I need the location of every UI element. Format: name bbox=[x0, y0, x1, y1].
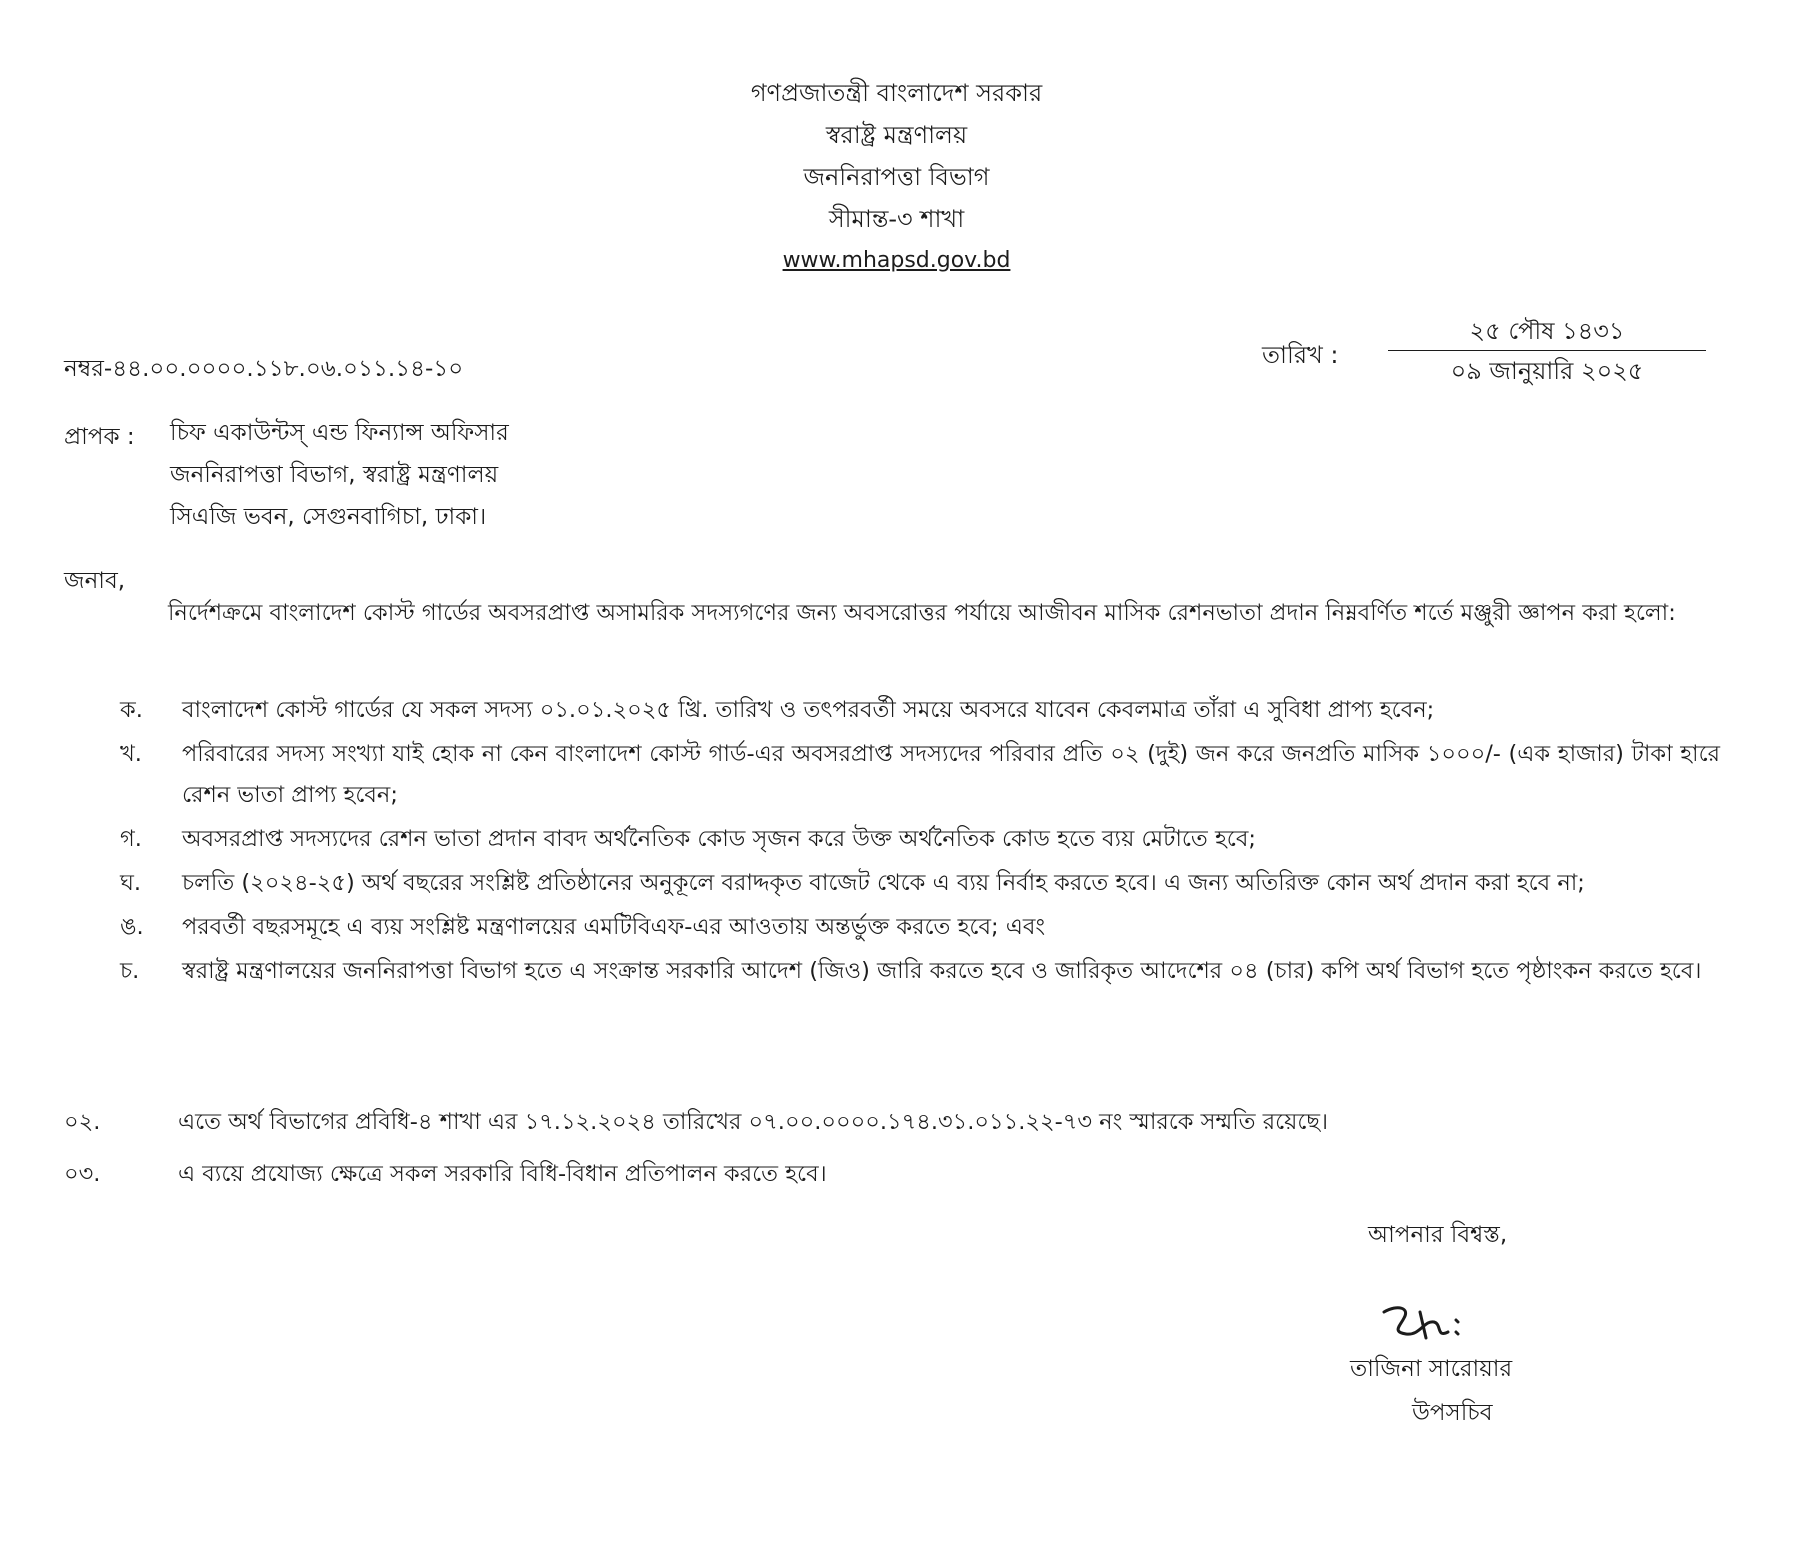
recipient-label: প্রাপক : bbox=[64, 424, 135, 450]
item-marker: গ. bbox=[120, 826, 142, 852]
recipient-line: চিফ একাউন্টস্ এন্ড ফিন্যান্স অফিসার bbox=[170, 420, 509, 446]
list-item bbox=[120, 819, 1720, 860]
date-label: তারিখ : bbox=[1262, 341, 1339, 369]
intro-paragraph: নির্দেশক্রমে বাংলাদেশ কোস্ট গার্ডের অবসরপ্রাপ্ত অসামরিক সদস্যগণের জন্য অবসরোত্তর পর্যায়ে আজীবন মাসিক রেশনভাতা প্রদান নিম্নবর্ণিত শর্তে মঞ্জুরী জ্ঞাপন করা হলো: bbox=[168, 600, 1676, 626]
date-bangla: ২৫ পৌষ ১৪৩১ bbox=[1388, 312, 1706, 351]
recipient-address bbox=[170, 412, 509, 538]
item-text: চলতি (২০২৪-২৫) অর্থ বছরের সংশ্লিষ্ট প্রতিষ্ঠানের অনুকূলে বরাদ্দকৃত বাজেট থেকে এ ব্যয় নির্বাহ করতে হবে। এ জন্য অতিরিক্ত কোন অর্থ প্রদান করা হবে না; bbox=[182, 870, 1585, 896]
government-name: গণপ্রজাতন্ত্রী বাংলাদেশ সরকার bbox=[750, 79, 1043, 107]
paragraph-text: এ ব্যয়ে প্রযোজ্য ক্ষেত্রে সকল সরকারি বিধি-বিধান প্রতিপালন করতে হবে। bbox=[178, 1161, 827, 1187]
item-marker: খ. bbox=[120, 741, 142, 767]
salutation: জনাব, bbox=[64, 568, 126, 594]
paragraph-marker: ০৩. bbox=[64, 1161, 101, 1187]
list-item bbox=[120, 951, 1720, 992]
division-name: জননিরাপত্তা বিভাগ bbox=[803, 163, 990, 191]
memo-reference-number: নম্বর-৪৪.০০.০০০০.১১৮.০৬.০১১.১৪-১০ bbox=[64, 356, 464, 382]
list-item bbox=[120, 863, 1720, 904]
signer-title: উপসচিব bbox=[1412, 1400, 1493, 1426]
item-marker: ঘ. bbox=[120, 870, 142, 896]
item-marker: ক. bbox=[120, 697, 143, 723]
ministry-name: স্বরাষ্ট্র মন্ত্রণালয় bbox=[825, 121, 968, 149]
item-text: অবসরপ্রাপ্ত সদস্যদের রেশন ভাতা প্রদান বাবদ অর্থনৈতিক কোড সৃজন করে উক্ত অর্থনৈতিক কোড হতে ব্যয় মেটাতে হবে; bbox=[182, 826, 1256, 852]
letterhead bbox=[0, 72, 1793, 282]
list-item bbox=[120, 734, 1720, 816]
branch-name: সীমান্ত-৩ শাখা bbox=[828, 205, 965, 233]
date-gregorian: ০৯ জানুয়ারি ২০২৫ bbox=[1450, 357, 1644, 385]
list-item bbox=[120, 907, 1720, 948]
conditions-list bbox=[120, 690, 1720, 995]
paragraph-text: এতে অর্থ বিভাগের প্রবিধি-৪ শাখা এর ১৭.১২.২০২৪ তারিখের ০৭.০০.০০০০.১৭৪.৩১.০১১.২২-৭৩ নং স্মারকে সম্মতি রয়েছে। bbox=[178, 1109, 1329, 1135]
item-marker: ঙ. bbox=[120, 914, 144, 940]
date-block bbox=[1388, 312, 1706, 391]
list-item bbox=[120, 690, 1720, 731]
numbered-paragraph-3 bbox=[64, 1154, 1714, 1194]
signature-mark bbox=[1376, 1298, 1472, 1348]
item-text: পরবর্তী বছরসমূহে এ ব্যয় সংশ্লিষ্ট মন্ত্রণালয়ের এমটিবিএফ-এর আওতায় অন্তর্ভুক্ত করতে হবে; এবং bbox=[182, 914, 1046, 940]
closing-text: আপনার বিশ্বস্ত, bbox=[1368, 1222, 1508, 1248]
numbered-paragraph-2 bbox=[64, 1102, 1714, 1142]
item-marker: চ. bbox=[120, 958, 140, 984]
paragraph-marker: ০২. bbox=[64, 1109, 101, 1135]
website-link[interactable]: www.mhapsd.gov.bd bbox=[782, 248, 1011, 273]
item-text: পরিবারের সদস্য সংখ্যা যাই হোক না কেন বাংলাদেশ কোস্ট গার্ড-এর অবসরপ্রাপ্ত সদস্যদের পরিবার প্রতি ০২ (দুই) জন করে জনপ্রতি মাসিক ১০০০/- (এক হাজার) টাকা হারে রেশন ভাতা প্রাপ্য হবেন; bbox=[182, 741, 1720, 808]
signer-name: তাজিনা সারোয়ার bbox=[1350, 1356, 1513, 1382]
recipient-line: সিএজি ভবন, সেগুনবাগিচা, ঢাকা। bbox=[170, 504, 487, 530]
recipient-line: জননিরাপত্তা বিভাগ, স্বরাষ্ট্র মন্ত্রণালয় bbox=[170, 462, 499, 488]
item-text: স্বরাষ্ট্র মন্ত্রণালয়ের জননিরাপত্তা বিভাগ হতে এ সংক্রান্ত সরকারি আদেশ (জিও) জারি করতে হবে ও জারিকৃত আদেশের ০৪ (চার) কপি অর্থ বিভাগ হতে পৃষ্ঠাংকন করতে হবে। bbox=[182, 958, 1702, 984]
item-text: বাংলাদেশ কোস্ট গার্ডের যে সকল সদস্য ০১.০১.২০২৫ খ্রি. তারিখ ও তৎপরবর্তী সময়ে অবসরে যাবেন কেবলমাত্র তাঁরা এ সুবিধা প্রাপ্য হবেন; bbox=[182, 697, 1435, 723]
